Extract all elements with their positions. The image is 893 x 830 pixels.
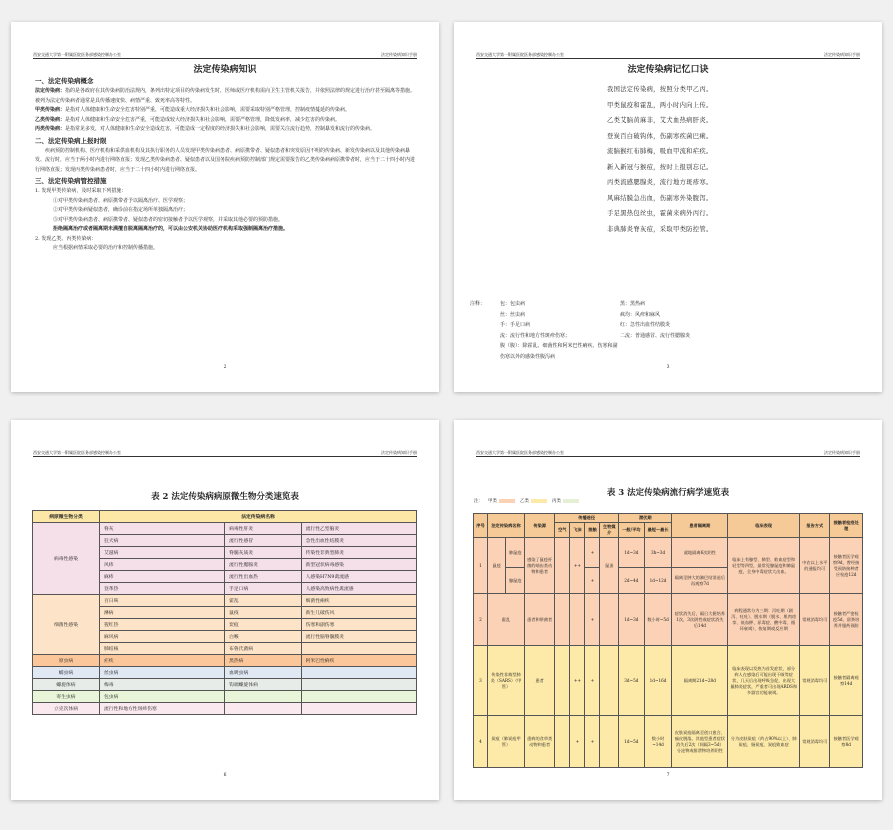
header-left: 西安交通大学第一附属医院医务部感染控制办公室 [476,450,564,455]
disease-cell [225,691,302,703]
disease-cell: 炭疽 [225,619,302,631]
column-header: 病原微生物分类 [33,511,100,523]
legend-text: 甲类 [488,499,497,504]
disease-cell: 流行性出血热 [225,571,302,583]
disease-cell: 疟疾 [100,655,225,667]
disease-name: 霍乱 [487,594,524,646]
note-cell: 包：包虫病 [500,301,526,307]
table-cell: 1d~3d [619,538,645,568]
disease-subtype: 肺鼠疫 [506,538,525,568]
list-item: ②对甲类传染病疑似患者，确诊前在指定场所单独隔离治疗； [53,207,189,213]
note-row [470,341,866,362]
document-page-2 [11,22,439,392]
disease-cell: 黑热病 [225,655,302,667]
column-header: 传播途径 [555,514,619,523]
disease-cell [301,703,416,715]
column-header: 报告方式 [800,514,830,538]
table-cell: + [570,716,585,768]
header-right: 法定传染病知识手册 [824,450,860,455]
legend-label: 注： [474,499,483,504]
table-cell: 1d~3d [619,594,645,646]
table-cell: 接触者隔离观察14d [830,646,863,716]
column-header: 传染源 [525,514,555,538]
disease-cell: 霍乱 [225,595,302,607]
paragraph: 疾病预防控制机构、医疗机构和采供血机构及其执行职务的人员发现甲类传染病患者、病原携带者、疑似患者和突发原因不明的传染病、新发传染病以及其他传染病暴发、流行时，应当于两小时内进行网络直报；发现乙类传染病患者、疑似患者以及国务院疾病预防控制部门规定需要报告的乙类传染病病原携带者时，应当于二十四小时内进行网络直报；发现丙类传染病患者时，应当于二十四小时内进行网络直报。 [35,147,416,173]
table-row [474,716,863,768]
note-cell: 红：急性出血性结膜炎 [620,322,671,328]
note-cell [470,310,500,321]
table-cell: 患者 [525,646,555,716]
disease-cell: 流行性脑脊髓膜炎 [301,631,416,643]
poem-line: 新入新冠与猴痘，按时上报别忘记。 [607,163,713,171]
table-cell: 分为皮肤炭疽（约占90%以上）、肺炭疽、肠炭疽、炭疽败血症 [728,716,800,768]
column-header: 法定传染病名称 [100,511,417,523]
table-row [33,703,417,715]
poem-line: 我国法定传染病，按照分类甲乙丙。 [607,86,713,93]
disease-cell [225,703,302,715]
table-row [33,523,417,535]
legend-text: 丙类 [552,499,561,504]
table-cell: 常规消毒均可 [800,646,830,716]
table-cell: 数小时~14d [644,716,672,768]
column-header: 法定传染病名称 [487,514,524,538]
paragraph: 乙类传染病：是指对人体健康和生命安全危害严重，可能造成较大经济损失和社会影响，需要严格管理，降低发病率，减少危害的传染病。 [35,116,341,123]
table-cell: 病程通常分为三期：泻吐期（剧泻、吐吐）、脱水期（脱水、肌肉痉挛、低血钾、尿毒症、酸中毒、循环衰竭）、恢复期或反应期 [728,594,800,646]
notes-section [470,299,866,362]
column-header: 生物媒介 [600,523,619,538]
disease-cell: 流行性腮腺炎 [225,559,302,571]
column-header: 接触者检疫处理 [830,514,863,538]
table-title: 表 2 法定传染病病原微生物分类速览表 [151,492,299,502]
category-cell: 细菌性感染 [33,595,100,655]
column-header: 接触 [585,523,600,538]
paragraph: 丙类传染病：是指常见多发，对人体健康和生命安全造成危害，可能造成一定程度的经济损失和社会影响，需要关注流行趋势，控制暴发和流行的传染病。 [35,126,376,132]
note-cell [470,331,500,342]
table-cell: 皮肤炭疽隔离至创口愈合、痂皮脱落，其他型患者症状消失后2次（间隔3~5d）分泌物或排泄物培养阴性 [672,716,728,768]
note-row [470,310,866,321]
disease-cell [301,667,416,679]
table-cell [600,716,619,768]
poem-line: 非典肺炎脊灰痘，采取甲类防控管。 [607,225,713,233]
table-cell: 接触者医学观察9d，曾经接受预防接种者应检疫12d [830,538,863,594]
document-page-6 [11,420,439,800]
table-cell: 隔离期21d~28d [672,646,728,716]
table-title: 表 3 法定传染病流行病学速览表 [606,488,730,498]
legend-swatch [499,499,515,503]
page-header [33,450,417,457]
category-cell: 病毒性感染 [33,523,100,595]
column-header: 最短～最长 [644,523,672,538]
table-cell: 症状消失后，隔日大便培养1次，3次阴性或症状消失后14d [672,594,728,646]
disease-cell: 淋病 [100,607,225,619]
column-header: 临床表现 [728,514,800,538]
table-cell: + [585,538,600,568]
poem-line: 登炭百白破钩体，伤副寒疾菌巴痢。 [607,132,713,140]
disease-name: 传染性非典型肺炎（SARS）（甲管） [487,646,524,716]
table-cell: 临床表现以发热为首发症状，部分病人在感染后可能出现干咳等症状，几天后出现呼吸急促，出现大量肺炎症状，严重者可出现ARDS和多器官功能衰竭。 [728,646,800,716]
paragraph: 法定传染病：指的是各政府在其传染病防治法规内，条列出特定项目的传染病发生时，医师或医疗机构需向卫生主管机关报告，并依照法律的规定进行治疗甚至隔离等措施。被列为法定传染病者通常是具传播速度快、病情严重、致死率高等特性。 [35,88,416,104]
table-cell: + [585,646,600,716]
disease-cell: 手足口病 [225,583,302,595]
disease-cell: 鼠疫 [225,607,302,619]
note-cell [470,341,500,362]
disease-cell: 传染性非典型肺炎 [301,547,416,559]
header-right: 法定传染病知识手册 [381,52,417,57]
note-row [470,320,866,331]
disease-cell: 病毒性肝炎 [225,523,302,535]
category-cell: 蠕虫病 [33,667,100,679]
note-cell: 疯均：风疹和麻风 [620,311,661,318]
table-row [474,538,863,568]
page-number: 2 [223,365,227,370]
note-cell: 手：手足口病 [500,322,531,328]
table-cell [555,594,570,646]
legend-swatch [563,499,579,503]
disease-cell: 人感染H7N9禽流感 [301,571,416,583]
section-heading: 二、法定传染病上报时限 [35,136,107,145]
header-right: 法定传染病知识手册 [381,450,417,455]
list-item: 1. 发现甲类传染病，及时采取下列措施： [35,188,127,194]
table-cell: ++ [570,538,585,594]
disease-cell: 百日咳 [100,595,225,607]
page-title: 法定传染病知识 [193,65,257,75]
disease-cell [301,691,416,703]
poem-line: 丙类流感腮腺炎，流行地方斑疹寒。 [607,179,713,186]
page-header [33,52,417,59]
table-row [33,691,417,703]
table-row [474,646,863,716]
disease-cell: 脊灰 [100,523,225,535]
note-row [470,331,866,342]
disease-cell: 艾滋病 [100,547,225,559]
table-cell: 感染了鼠疫杆菌的啮齿类动物和患者 [525,538,555,594]
table-row [33,595,417,607]
disease-cell: 丝虫病 [100,667,225,679]
table-cell: 接触者严密检疫5d，留粪培养并服药预防 [830,594,863,646]
list-item: 2. 发现乙类、丙类传染病： [35,235,97,242]
section-heading: 三、法定传染病管控措施 [35,177,107,185]
disease-cell: 阿米巴性痢疾 [301,655,416,667]
list-item: 拒绝隔离治疗或者隔离期未满擅自脱离隔离治疗的，可以由公安机关协助医疗机构采取强制隔离治疗措施。 [53,226,289,232]
disease-cell: 新型冠状病毒感染 [301,559,416,571]
disease-cell: 脊髓灰质炎 [225,547,302,559]
disease-cell: 流行性和地方性斑疹伤寒 [100,703,225,715]
page-number: 6 [223,773,227,778]
category-cell: 立克次体病 [33,703,100,715]
table-cell: 1d~12d [644,568,672,594]
header-left: 西安交通大学第一附属医院医务部感染控制办公室 [33,450,121,455]
disease-cell: 布鲁氏菌病 [225,643,302,655]
disease-cell: 狂犬病 [100,535,225,547]
disease-cell: 伤寒和副伤寒 [301,619,416,631]
table-cell [600,594,619,646]
disease-subtype: 腺鼠疫 [506,568,525,594]
table-cell: 临床上有腺型、肺型、败血症型和轻型等四型，最常见腺鼠疫和肺鼠疫，全身中毒症状大出血。 [728,538,800,594]
category-cell: 寄生虫病 [33,691,100,703]
table-cell: 中农以上水平的通报均可 [800,538,830,594]
legend-text: 乙类 [520,499,529,504]
table-cell: 就地隔离6次阴性 [672,538,728,568]
poem-line: 手足黑热包丝虫，霍菌来病外丙行。 [607,210,713,217]
document-page-7 [454,420,882,800]
disease-name: 鼠疫 [487,538,506,594]
page-title: 法定传染病记忆口诀 [627,65,709,75]
table-cell [555,716,570,768]
table-cell: 常规消毒均可 [800,594,830,646]
disease-cell: 麻风病 [100,631,225,643]
disease-cell: 新生儿破伤风 [301,607,416,619]
table-cell: 隔离至肿大的淋巴结消退后再观察7d [672,568,728,594]
table-row [33,655,417,667]
category-cell: 螺旋体病 [33,679,100,691]
list-item: ①对甲类传染病患者、病原携带者予以隔离治疗、医学观察； [53,197,189,204]
disease-cell: 流行性感冒 [225,535,302,547]
table-cell: ++ [570,646,585,716]
column-header: 患者隔离期 [672,514,728,538]
document-page-3 [454,22,882,392]
disease-cell: 风疹 [100,559,225,571]
note-row [470,299,866,310]
disease-cell: 急性出血性结膜炎 [301,535,416,547]
disease-cell: 麻疹 [100,571,225,583]
disease-cell: 细菌性痢疾 [301,595,416,607]
table-cell [555,646,570,716]
disease-cell: 包虫病 [100,691,225,703]
disease-cell: 钩端螺旋体病 [225,679,302,691]
section-heading: 一、法定传染病概念 [35,77,94,85]
page-number: 3 [666,365,670,370]
table-cell: + [585,594,600,646]
paragraph: 甲类传染病：是指对人体健康和生命安全危害特别严重，可能造成重大经济损失和社会影响，需要采取特别严格管理，控制疫情蔓延的传染病。 [35,107,351,113]
page-number: 7 [666,773,670,778]
table-row [33,667,417,679]
note-cell: 丝：丝虫病 [500,311,526,318]
disease-cell: 梅毒 [100,679,225,691]
list-item: ③对甲类传染病患者、病原携带者、疑似患者的密切接触者予以医学观察，并采取其他必要的预防措施。 [53,216,284,223]
table-cell: 患病的食草类动物和患者 [525,716,555,768]
note-cell: 流：流行性和地方性斑疹伤寒； [500,332,571,339]
note-cell: 注释： [470,301,486,307]
legend-item [552,498,579,504]
poem-line: 甲类鼠疫和霍乱，两小时内向上传。 [607,101,713,109]
page-body [35,75,417,254]
disease-cell: 人感染高致病性禽流感 [301,583,416,595]
pathogen-table [32,510,417,715]
poem-line: 风麻结膜急出血，伤副寒外染腹泻。 [607,194,713,202]
table-cell [600,646,619,716]
table-cell: 1d~16d [644,646,672,716]
poem-line: 流脑猴红布肺梅，吸血甲流和疟疾。 [607,148,713,155]
disease-cell [301,643,416,655]
disease-cell: 流行性乙型脑炎 [301,523,416,535]
column-header: 空气 [555,523,570,538]
epidemiology-table [473,513,863,768]
row-number: 2 [474,594,488,646]
disease-cell: 血吸虫病 [225,667,302,679]
disease-cell: 登革热 [100,583,225,595]
poem-line: 乙类艾脑黄麻非，艾犬血热病肝炎。 [607,117,713,124]
table-row [33,679,417,691]
legend-swatch [531,499,547,503]
mnemonic-poem [607,82,713,237]
note-cell: 黑：黑热病 [620,301,646,307]
table-cell: + [585,568,600,594]
table-legend [474,498,579,504]
table-cell: 3d~5d [619,646,645,716]
column-header: 序号 [474,514,488,538]
disease-cell [301,679,416,691]
header-right: 法定传染病知识手册 [824,52,860,57]
table-cell: 常规消毒均可 [800,716,830,768]
column-header: 飞沫 [570,523,585,538]
note-cell [470,320,500,331]
disease-cell: 肺结核 [100,643,225,655]
table-row [474,594,863,646]
row-number: 1 [474,538,488,594]
table-cell: 3h~3d [644,538,672,568]
table-cell: 1d~5d [619,716,645,768]
table-cell: 数小时~5d [644,594,672,646]
table-cell: 鼠蚤 [600,538,619,594]
table-cell: 接触者医学观察8d [830,716,863,768]
page-header [476,52,860,59]
column-header: 潜伏期 [619,514,672,523]
header-left: 西安交通大学第一附属医院医务部感染控制办公室 [33,52,121,57]
disease-cell: 白喉 [225,631,302,643]
note-cell: 腹（腹）：除霍乱、细菌性和阿米巴性痢疾、伤寒和副伤寒以外的感染性腹泻病 [500,343,618,360]
legend-item [520,498,547,504]
table-cell: + [585,716,600,768]
row-number: 3 [474,646,488,716]
table-cell [570,594,585,646]
disease-name: 炭疽（肺炭疽甲管） [487,716,524,768]
disease-cell: 猩红热 [100,619,225,631]
header-left: 西安交通大学第一附属医院医务部感染控制办公室 [476,52,564,57]
note-cell: 二流：普通感冒、流行性腮腺炎 [620,332,691,339]
table-cell [555,538,570,594]
page-header [476,450,860,457]
row-number: 4 [474,716,488,768]
list-item: 应当根据病情采取必要的治疗和控制传播措施。 [53,245,159,251]
table-cell: 2d~4d [619,568,645,594]
legend-item [488,498,515,504]
table-cell: 患者和带菌者 [525,594,555,646]
column-header: 一般/平均 [619,523,645,538]
category-cell: 原虫病 [33,655,100,667]
